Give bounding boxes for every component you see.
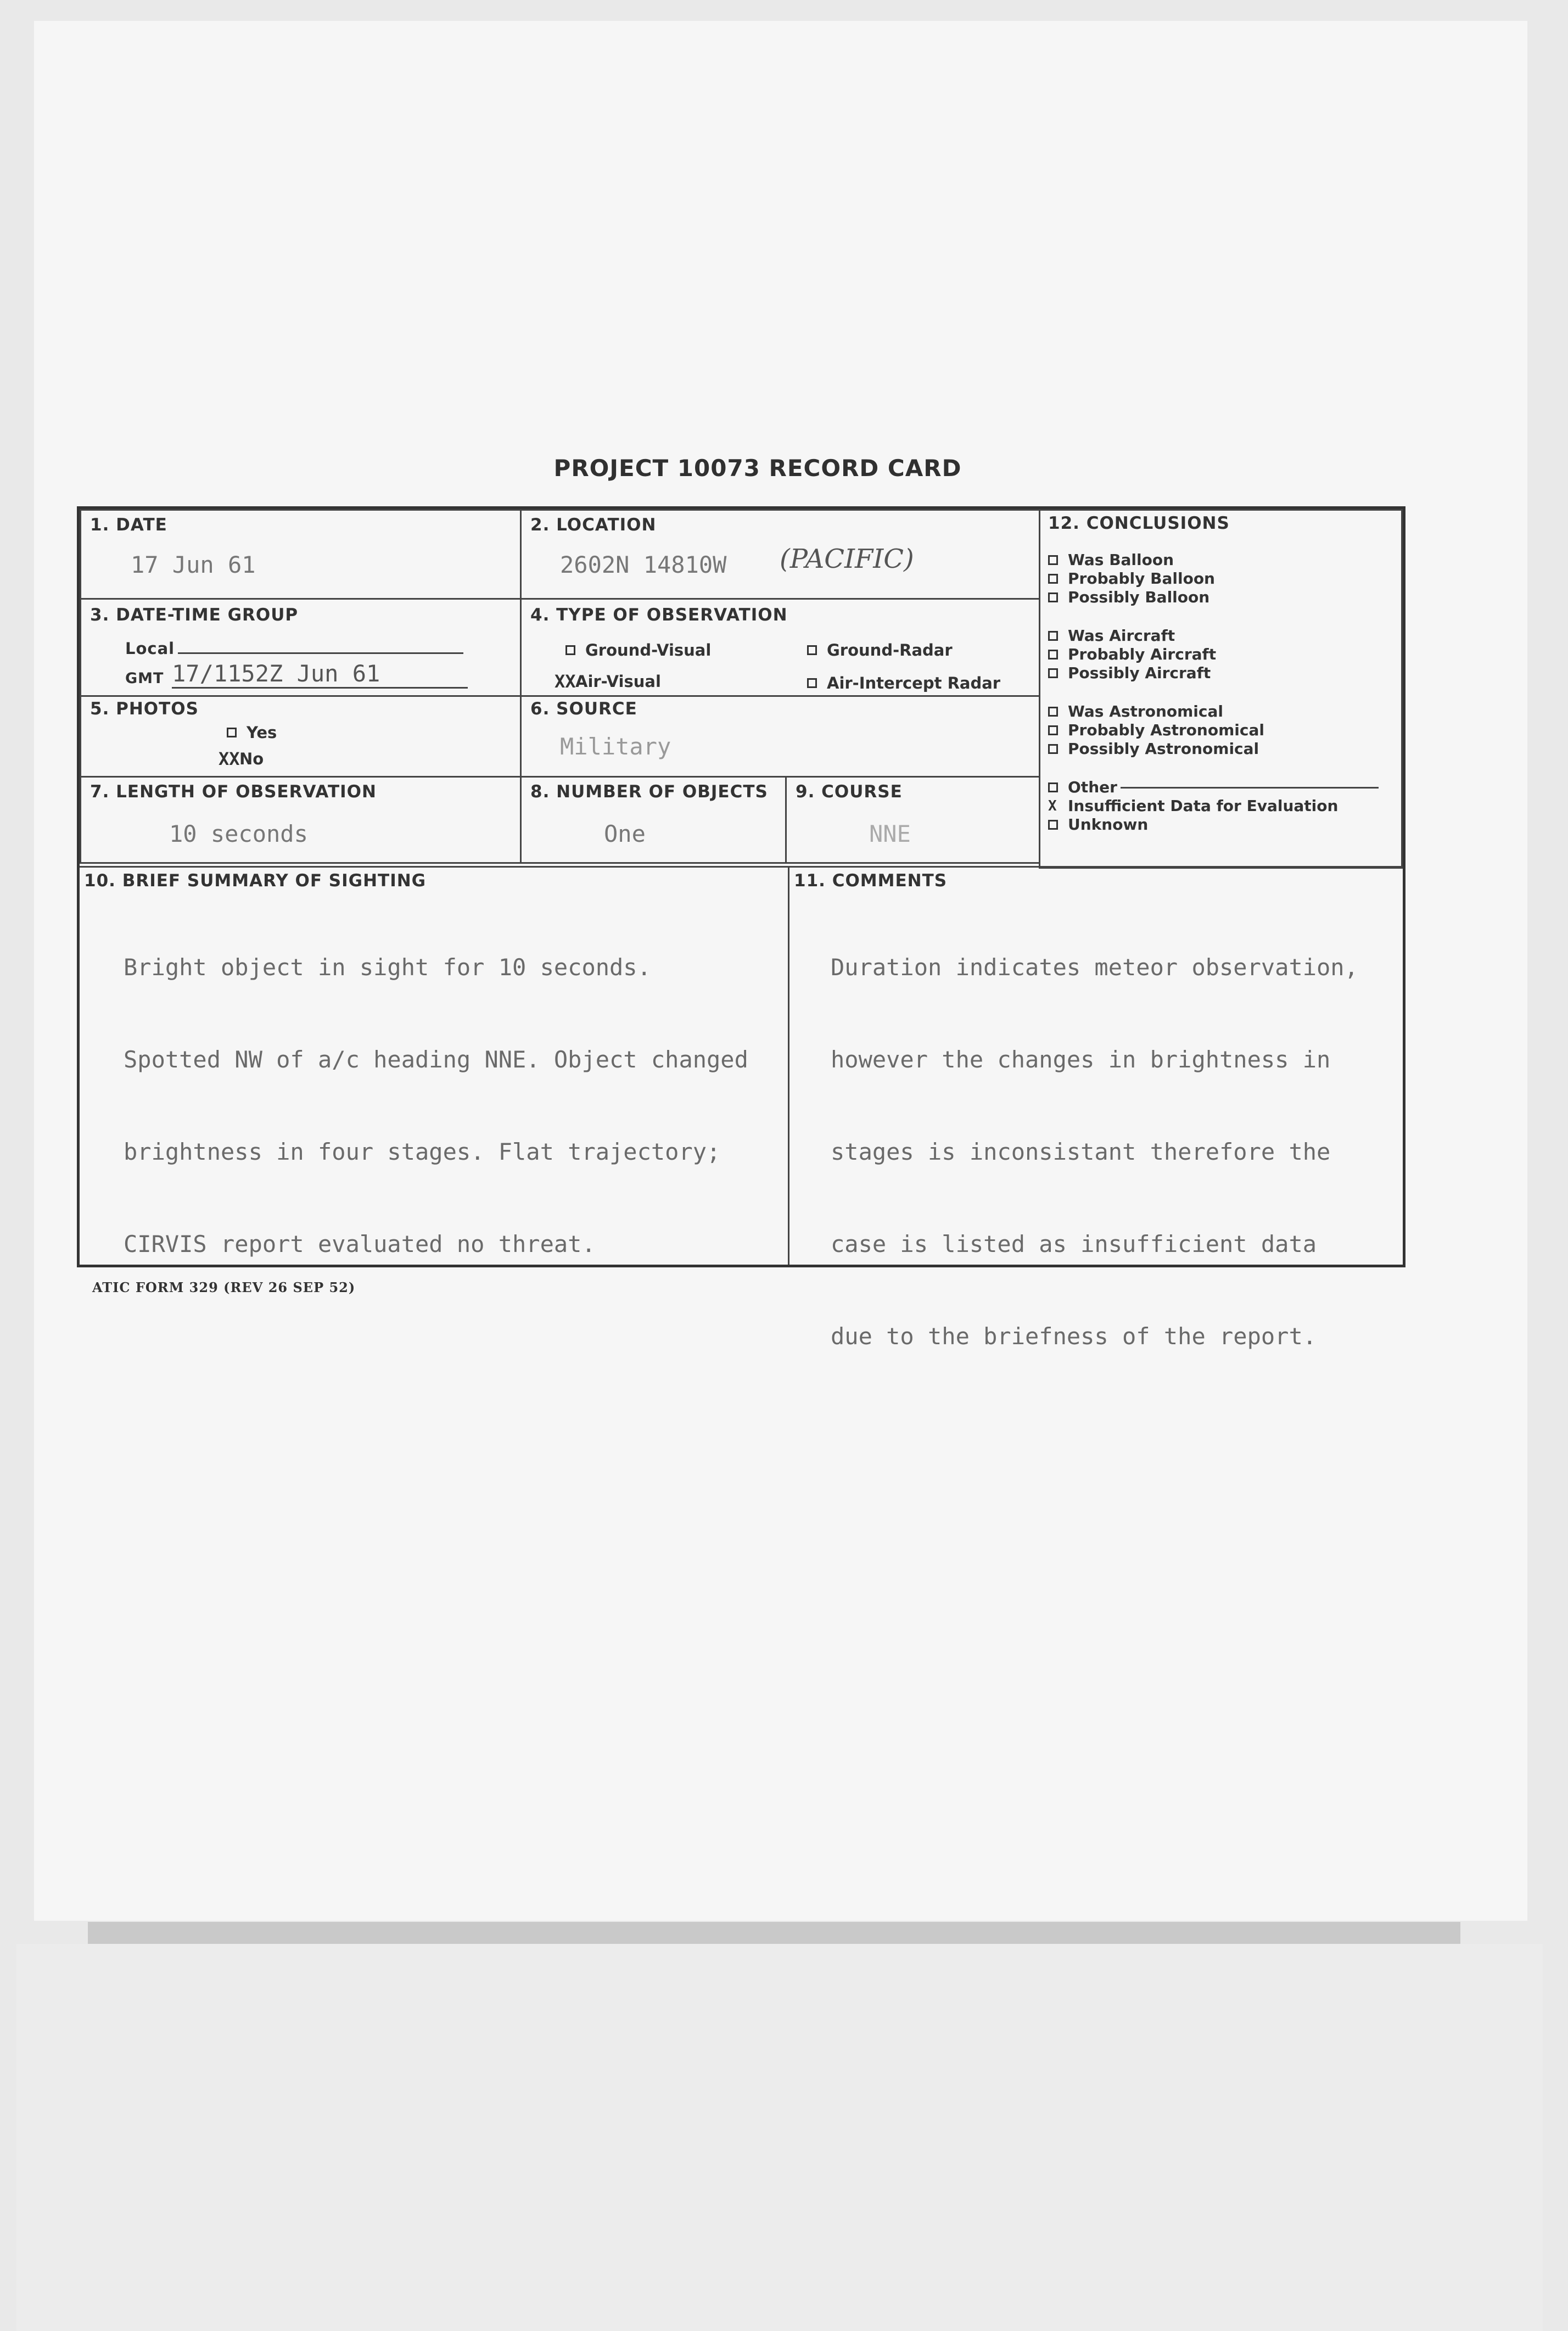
summary-label: 10. BRIEF SUMMARY OF SIGHTING — [84, 871, 427, 891]
conclusion-probably-balloon[interactable]: Probably Balloon — [1048, 569, 1379, 588]
checkbox-ground-visual[interactable] — [565, 645, 575, 655]
comments-text — [831, 891, 1358, 1413]
photos-yes-option[interactable]: Yes — [227, 723, 277, 742]
photos-cell — [80, 695, 522, 778]
length-value: 10 seconds — [169, 820, 308, 847]
observation-type-cell — [520, 598, 1040, 697]
conclusion-possibly-astronomical[interactable]: Possibly Astronomical — [1048, 740, 1379, 758]
option-ground-radar[interactable]: Ground-Radar — [807, 641, 953, 659]
comments-label: 11. COMMENTS — [794, 871, 948, 891]
conclusions-list — [1048, 551, 1379, 834]
checkbox-probably-astronomical[interactable] — [1048, 725, 1058, 735]
length-cell — [80, 776, 522, 864]
comments-line-2: however the changes in brightness in — [831, 1046, 1331, 1073]
background-lower — [16, 1944, 1543, 2331]
conclusion-other[interactable]: Other — [1048, 778, 1379, 797]
conclusion-probably-aircraft[interactable]: Probably Aircraft — [1048, 645, 1379, 664]
comments-line-3: stages is inconsistant therefore the — [831, 1138, 1331, 1165]
source-label: 6. SOURCE — [530, 699, 637, 719]
location-cell — [520, 509, 1040, 600]
location-handwritten-note: (PACIFIC) — [780, 544, 914, 574]
dtg-gmt-label: GMT — [125, 670, 164, 687]
objects-label: 8. NUMBER OF OBJECTS — [530, 782, 768, 802]
length-label: 7. LENGTH OF OBSERVATION — [90, 782, 377, 802]
summary-text — [124, 891, 748, 1321]
conclusion-possibly-balloon[interactable]: Possibly Balloon — [1048, 588, 1379, 607]
dtg-local-label: Local — [125, 639, 463, 658]
checkbox-was-aircraft[interactable] — [1048, 631, 1058, 641]
checkbox-was-balloon[interactable] — [1048, 555, 1058, 565]
checkbox-air-intercept-radar[interactable] — [807, 678, 817, 688]
option-ground-visual[interactable]: Ground-Visual — [565, 641, 711, 659]
checkbox-air-visual-marked[interactable]: XX — [555, 671, 576, 692]
comments-line-5: due to the briefness of the report. — [831, 1323, 1317, 1350]
date-label: 1. DATE — [90, 515, 167, 535]
paper-edge-shadow — [88, 1922, 1460, 1944]
conclusion-was-astronomical[interactable]: Was Astronomical — [1048, 702, 1379, 721]
checkbox-possibly-balloon[interactable] — [1048, 592, 1058, 602]
option-air-visual[interactable]: XX Air-Visual — [555, 671, 661, 692]
checkbox-ground-radar[interactable] — [807, 645, 817, 655]
photos-no-option[interactable]: XX No — [219, 748, 264, 769]
checkbox-insufficient-data-marked[interactable]: X — [1048, 798, 1057, 814]
summary-line-2: Spotted NW of a/c heading NNE. Object changed — [124, 1046, 748, 1073]
objects-cell — [520, 776, 787, 864]
objects-value: One — [604, 820, 646, 847]
location-label: 2. LOCATION — [530, 515, 657, 535]
observation-type-label: 4. TYPE OF OBSERVATION — [530, 605, 788, 625]
course-cell — [785, 776, 1040, 864]
option-air-intercept-radar[interactable]: Air-Intercept Radar — [807, 674, 1000, 692]
conclusion-probably-astronomical[interactable]: Probably Astronomical — [1048, 721, 1379, 740]
photos-label: 5. PHOTOS — [90, 699, 199, 719]
checkbox-possibly-astronomical[interactable] — [1048, 744, 1058, 754]
dtg-label: 3. DATE-TIME GROUP — [90, 605, 299, 625]
conclusion-unknown[interactable]: Unknown — [1048, 815, 1379, 834]
date-value: 17 Jun 61 — [131, 551, 256, 578]
summary-line-1: Bright object in sight for 10 seconds. — [124, 954, 651, 981]
checkbox-probably-balloon[interactable] — [1048, 574, 1058, 584]
date-cell — [80, 509, 522, 600]
comments-line-4: case is listed as insufficient data — [831, 1231, 1317, 1257]
source-value: Military — [560, 733, 671, 760]
course-label: 9. COURSE — [796, 782, 903, 802]
checkbox-was-astronomical[interactable] — [1048, 707, 1058, 717]
checkbox-unknown[interactable] — [1048, 820, 1058, 830]
conclusion-was-balloon[interactable]: Was Balloon — [1048, 551, 1379, 569]
form-footer: ATIC FORM 329 (REV 26 SEP 52) — [92, 1279, 356, 1295]
comments-line-1: Duration indicates meteor observation, — [831, 954, 1358, 981]
dtg-cell — [80, 598, 522, 697]
checkbox-other[interactable] — [1048, 782, 1058, 792]
summary-line-3: brightness in four stages. Flat trajectory; — [124, 1138, 721, 1165]
checkbox-photos-no-marked[interactable]: XX — [219, 748, 240, 769]
card-title: PROJECT 10073 RECORD CARD — [553, 455, 962, 482]
conclusion-insufficient-data[interactable]: X Insufficient Data for Evaluation — [1048, 797, 1339, 815]
comments-cell — [788, 866, 1403, 1350]
course-value: NNE — [869, 820, 911, 847]
source-cell — [520, 695, 1040, 778]
checkbox-photos-yes[interactable] — [227, 728, 237, 737]
conclusion-possibly-aircraft[interactable]: Possibly Aircraft — [1048, 664, 1379, 683]
checkbox-probably-aircraft[interactable] — [1048, 650, 1058, 659]
summary-cell — [80, 866, 789, 1265]
summary-line-4: CIRVIS report evaluated no threat. — [124, 1231, 596, 1257]
conclusion-was-aircraft[interactable]: Was Aircraft — [1048, 627, 1379, 645]
dtg-gmt-value: 17/1152Z Jun 61 — [172, 660, 468, 689]
checkbox-possibly-aircraft[interactable] — [1048, 668, 1058, 678]
conclusions-label: 12. CONCLUSIONS — [1048, 513, 1230, 533]
location-value: 2602N 14810W — [560, 551, 727, 578]
